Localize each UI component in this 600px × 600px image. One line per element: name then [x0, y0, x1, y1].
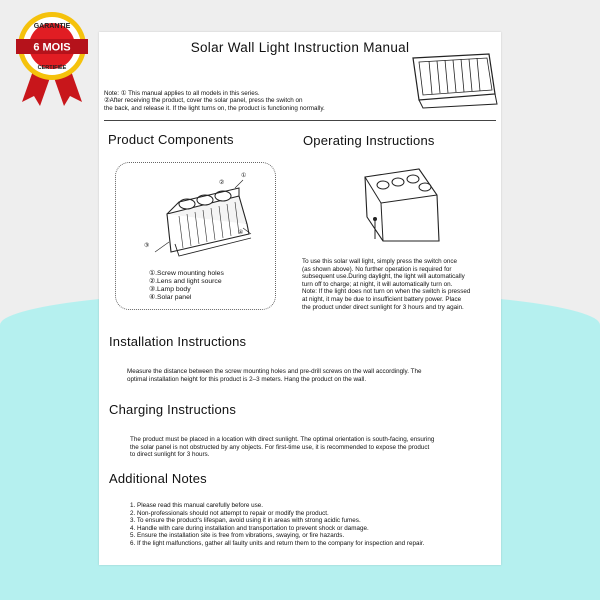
installation-text: [127, 368, 499, 383]
components-heading: Product Components: [108, 132, 234, 147]
component-item: ④.Solar panel: [149, 294, 192, 301]
component-item: ②.Lens and light source: [149, 278, 222, 285]
note-item: 2. Non-professionals should not attempt to repair or modify the product.: [130, 509, 329, 517]
badge-bottom-text: CERTIFIÉE: [37, 65, 67, 71]
components-lamp-illustration: [139, 172, 269, 262]
operating-heading: Operating Instructions: [303, 133, 435, 148]
note-line: the back, and release it. If the light turns on, the product is functioning normally.: [104, 104, 325, 112]
charging-line: to direct sunlight for 3 hours.: [130, 451, 210, 459]
warranty-badge: [2, 6, 102, 106]
note-line: ②After receiving the product, cover the solar panel, press the switch on: [104, 97, 303, 105]
components-list: [149, 270, 224, 302]
operating-line: Note: If the light does not turn on when the switch is pressed: [302, 288, 471, 296]
operating-line: turn off to charge; at night, it will automatically turn on.: [302, 280, 453, 288]
notes-heading: Additional Notes: [109, 471, 207, 486]
manual-note: [104, 90, 404, 112]
lamp-top-illustration: [407, 50, 497, 110]
badge-main-text: 6 MOIS: [33, 41, 71, 54]
section-divider: [104, 120, 496, 121]
instruction-manual-page: [99, 32, 501, 565]
component-item: ③.Lamp body: [149, 286, 191, 293]
note-item: 4. Handle with care during installation and transportation to prevent shock or damage.: [130, 524, 369, 532]
note-item: 6. If the light malfunctions, gather all faulty units and return them to the company for inspection and repair.: [130, 539, 425, 547]
operating-line: To use this solar wall light, simply press the switch once: [302, 258, 458, 265]
badge-top-text: GARANTIE: [33, 23, 71, 30]
callout-3: ③: [144, 243, 150, 249]
operating-text: [302, 258, 498, 311]
charging-text: [130, 436, 501, 459]
operating-line: the product under direct sunlight for 3 hours and try again.: [302, 303, 464, 311]
charging-heading: Charging Instructions: [109, 402, 237, 417]
installation-line: optimal installation height for this product is 2–3 meters. Hang the product on the wall.: [127, 375, 367, 383]
note-item: 3. To ensure the product's lifespan, avoid using it in areas with strong acidic fumes.: [130, 517, 361, 525]
operating-lamp-illustration: [361, 167, 443, 247]
callout-2: ②: [219, 180, 225, 186]
manual-title: Solar Wall Light Instruction Manual: [190, 40, 410, 55]
installation-heading: Installation Instructions: [109, 334, 247, 349]
operating-line: at night, it may be due to insufficient battery power. Place: [302, 295, 462, 303]
callout-4: ④: [238, 230, 244, 236]
note-item: 1. Please read this manual carefully before use.: [130, 502, 264, 509]
charging-line: the solar panel is not obstructed by any objects. For first-time use, it is recommended to expose the product: [130, 443, 430, 451]
installation-line: Measure the distance between the screw mounting holes and pre-drill screws on the wall accordingly. The: [127, 368, 422, 375]
operating-line: subsequent use.During daylight, the light will automatically: [302, 273, 465, 281]
component-item: ①.Screw mounting holes: [149, 270, 224, 277]
charging-line: The product must be placed in a location with direct sunlight. The optimal orientation is south-facing, ensuring: [130, 436, 435, 443]
callout-1: ①: [241, 173, 247, 179]
note-line: Note: ① This manual applies to all models in this series.: [104, 90, 260, 97]
note-item: 5. Ensure the installation site is free from vibrations, swaying, or fire hazards.: [130, 532, 345, 540]
notes-list: [130, 502, 501, 548]
operating-line: (as shown above). No further operation is required for: [302, 265, 452, 273]
